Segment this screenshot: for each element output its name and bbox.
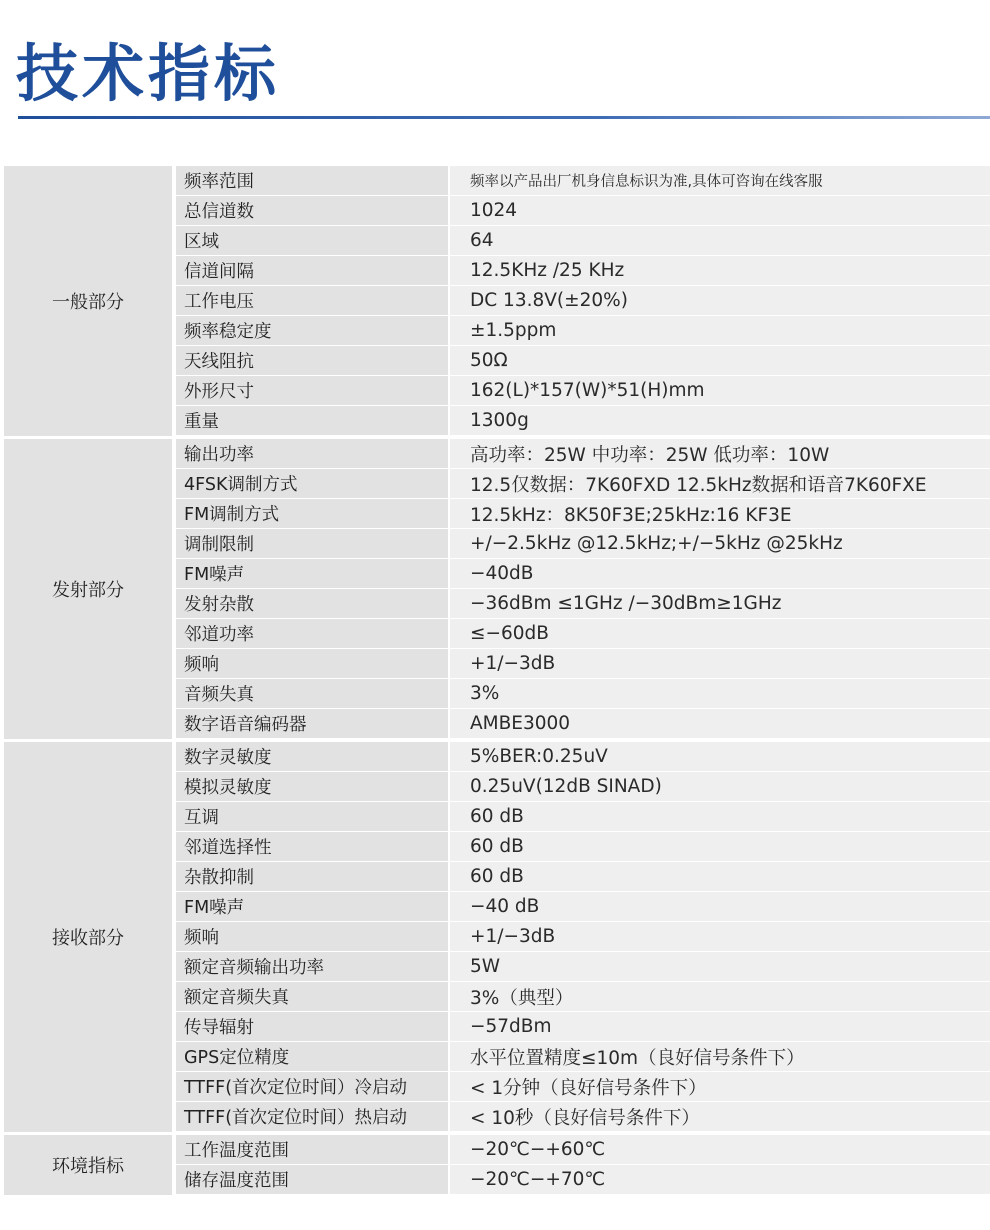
param-name: 总信道数 — [176, 196, 448, 226]
param-value: 12.5KHz /25 KHz — [450, 256, 990, 286]
param-name: 音频失真 — [176, 679, 448, 709]
spec-section — [4, 1135, 990, 1195]
param-value: 60 dB — [450, 832, 990, 862]
param-name: TTFF(首次定位时间）冷启动 — [176, 1072, 448, 1102]
param-value: 高功率：25W 中功率：25W 低功率：10W — [450, 439, 990, 469]
param-name: GPS定位精度 — [176, 1042, 448, 1072]
param-value: −36dBm ≤1GHz /−30dBm≥1GHz — [450, 589, 990, 619]
param-value: −20℃−+70℃ — [450, 1165, 990, 1195]
table-row — [176, 469, 990, 499]
param-name: 额定音频输出功率 — [176, 952, 448, 982]
table-row — [176, 1135, 990, 1165]
section-label: 发射部分 — [4, 439, 172, 739]
param-name: 数字语音编码器 — [176, 709, 448, 739]
spec-table — [4, 166, 990, 1198]
param-value: 1024 — [450, 196, 990, 226]
table-row — [176, 952, 990, 982]
param-name: 传导辐射 — [176, 1012, 448, 1042]
param-value: −40 dB — [450, 892, 990, 922]
table-row — [176, 922, 990, 952]
param-name: FM噪声 — [176, 892, 448, 922]
table-row — [176, 406, 990, 436]
param-value: 60 dB — [450, 802, 990, 832]
param-name: 频响 — [176, 922, 448, 952]
param-name: 外形尺寸 — [176, 376, 448, 406]
param-value: +1/−3dB — [450, 922, 990, 952]
param-value: −57dBm — [450, 1012, 990, 1042]
param-value: 5W — [450, 952, 990, 982]
spec-section — [4, 166, 990, 436]
param-name: 额定音频失真 — [176, 982, 448, 1012]
table-row — [176, 499, 990, 529]
param-value: DC 13.8V(±20%) — [450, 286, 990, 316]
table-row — [176, 376, 990, 406]
param-name: 天线阻抗 — [176, 346, 448, 376]
param-value: < 10秒（良好信号条件下） — [450, 1102, 990, 1132]
table-row — [176, 256, 990, 286]
title-divider — [18, 116, 990, 119]
param-name: FM调制方式 — [176, 499, 448, 529]
table-row — [176, 1102, 990, 1132]
param-name: 模拟灵敏度 — [176, 772, 448, 802]
table-row — [176, 589, 990, 619]
section-rows — [176, 742, 990, 1132]
table-row — [176, 1072, 990, 1102]
param-name: 频响 — [176, 649, 448, 679]
param-value: +/−2.5kHz @12.5kHz;+/−5kHz @25kHz — [450, 529, 990, 559]
param-name: 重量 — [176, 406, 448, 436]
param-name: FM噪声 — [176, 559, 448, 589]
param-value: 12.5仅数据：7K60FXD 12.5kHz数据和语音7K60FXE — [450, 469, 990, 499]
table-row — [176, 679, 990, 709]
param-name: 杂散抑制 — [176, 862, 448, 892]
spec-section — [4, 439, 990, 739]
table-row — [176, 196, 990, 226]
param-name: 4FSK调制方式 — [176, 469, 448, 499]
table-row — [176, 1012, 990, 1042]
param-name: 发射杂散 — [176, 589, 448, 619]
param-value: −20℃−+60℃ — [450, 1135, 990, 1165]
table-row — [176, 286, 990, 316]
section-rows — [176, 166, 990, 436]
param-value: 1300g — [450, 406, 990, 436]
param-value: 3% — [450, 679, 990, 709]
param-value: 频率以产品出厂机身信息标识为准,具体可咨询在线客服 — [450, 166, 990, 196]
param-value: 50Ω — [450, 346, 990, 376]
table-row — [176, 892, 990, 922]
param-name: 邻道选择性 — [176, 832, 448, 862]
section-label: 环境指标 — [4, 1135, 172, 1195]
param-value: 60 dB — [450, 862, 990, 892]
param-value: 水平位置精度≤10m（良好信号条件下） — [450, 1042, 990, 1072]
param-value: 12.5kHz：8K50F3E;25kHz:16 KF3E — [450, 499, 990, 529]
param-name: 输出功率 — [176, 439, 448, 469]
table-row — [176, 226, 990, 256]
section-label: 一般部分 — [4, 166, 172, 436]
param-name: 区域 — [176, 226, 448, 256]
table-row — [176, 832, 990, 862]
param-name: 调制限制 — [176, 529, 448, 559]
param-value: AMBE3000 — [450, 709, 990, 739]
param-name: 储存温度范围 — [176, 1165, 448, 1195]
param-name: 互调 — [176, 802, 448, 832]
table-row — [176, 709, 990, 739]
section-rows — [176, 1135, 990, 1195]
param-value: 0.25uV(12dB SINAD) — [450, 772, 990, 802]
param-name: 频率稳定度 — [176, 316, 448, 346]
table-row — [176, 316, 990, 346]
param-name: 信道间隔 — [176, 256, 448, 286]
param-value: 64 — [450, 226, 990, 256]
param-name: 数字灵敏度 — [176, 742, 448, 772]
section-rows — [176, 439, 990, 739]
table-row — [176, 742, 990, 772]
param-value: < 1分钟（良好信号条件下） — [450, 1072, 990, 1102]
param-name: 工作电压 — [176, 286, 448, 316]
table-row — [176, 1042, 990, 1072]
table-row — [176, 559, 990, 589]
table-row — [176, 649, 990, 679]
param-name: 工作温度范围 — [176, 1135, 448, 1165]
param-name: TTFF(首次定位时间）热启动 — [176, 1102, 448, 1132]
param-value: −40dB — [450, 559, 990, 589]
table-row — [176, 346, 990, 376]
param-value: 5%BER:0.25uV — [450, 742, 990, 772]
param-value: ≤−60dB — [450, 619, 990, 649]
page-title: 技术指标 — [16, 37, 281, 110]
param-name: 频率范围 — [176, 166, 448, 196]
table-row — [176, 619, 990, 649]
param-value: 162(L)*157(W)*51(H)mm — [450, 376, 990, 406]
table-row — [176, 529, 990, 559]
table-row — [176, 982, 990, 1012]
table-row — [176, 439, 990, 469]
spec-section — [4, 742, 990, 1132]
param-value: +1/−3dB — [450, 649, 990, 679]
table-row — [176, 862, 990, 892]
table-row — [176, 802, 990, 832]
section-label: 接收部分 — [4, 742, 172, 1132]
param-value: 3%（典型） — [450, 982, 990, 1012]
table-row — [176, 772, 990, 802]
param-name: 邻道功率 — [176, 619, 448, 649]
table-row — [176, 166, 990, 196]
table-row — [176, 1165, 990, 1195]
param-value: ±1.5ppm — [450, 316, 990, 346]
